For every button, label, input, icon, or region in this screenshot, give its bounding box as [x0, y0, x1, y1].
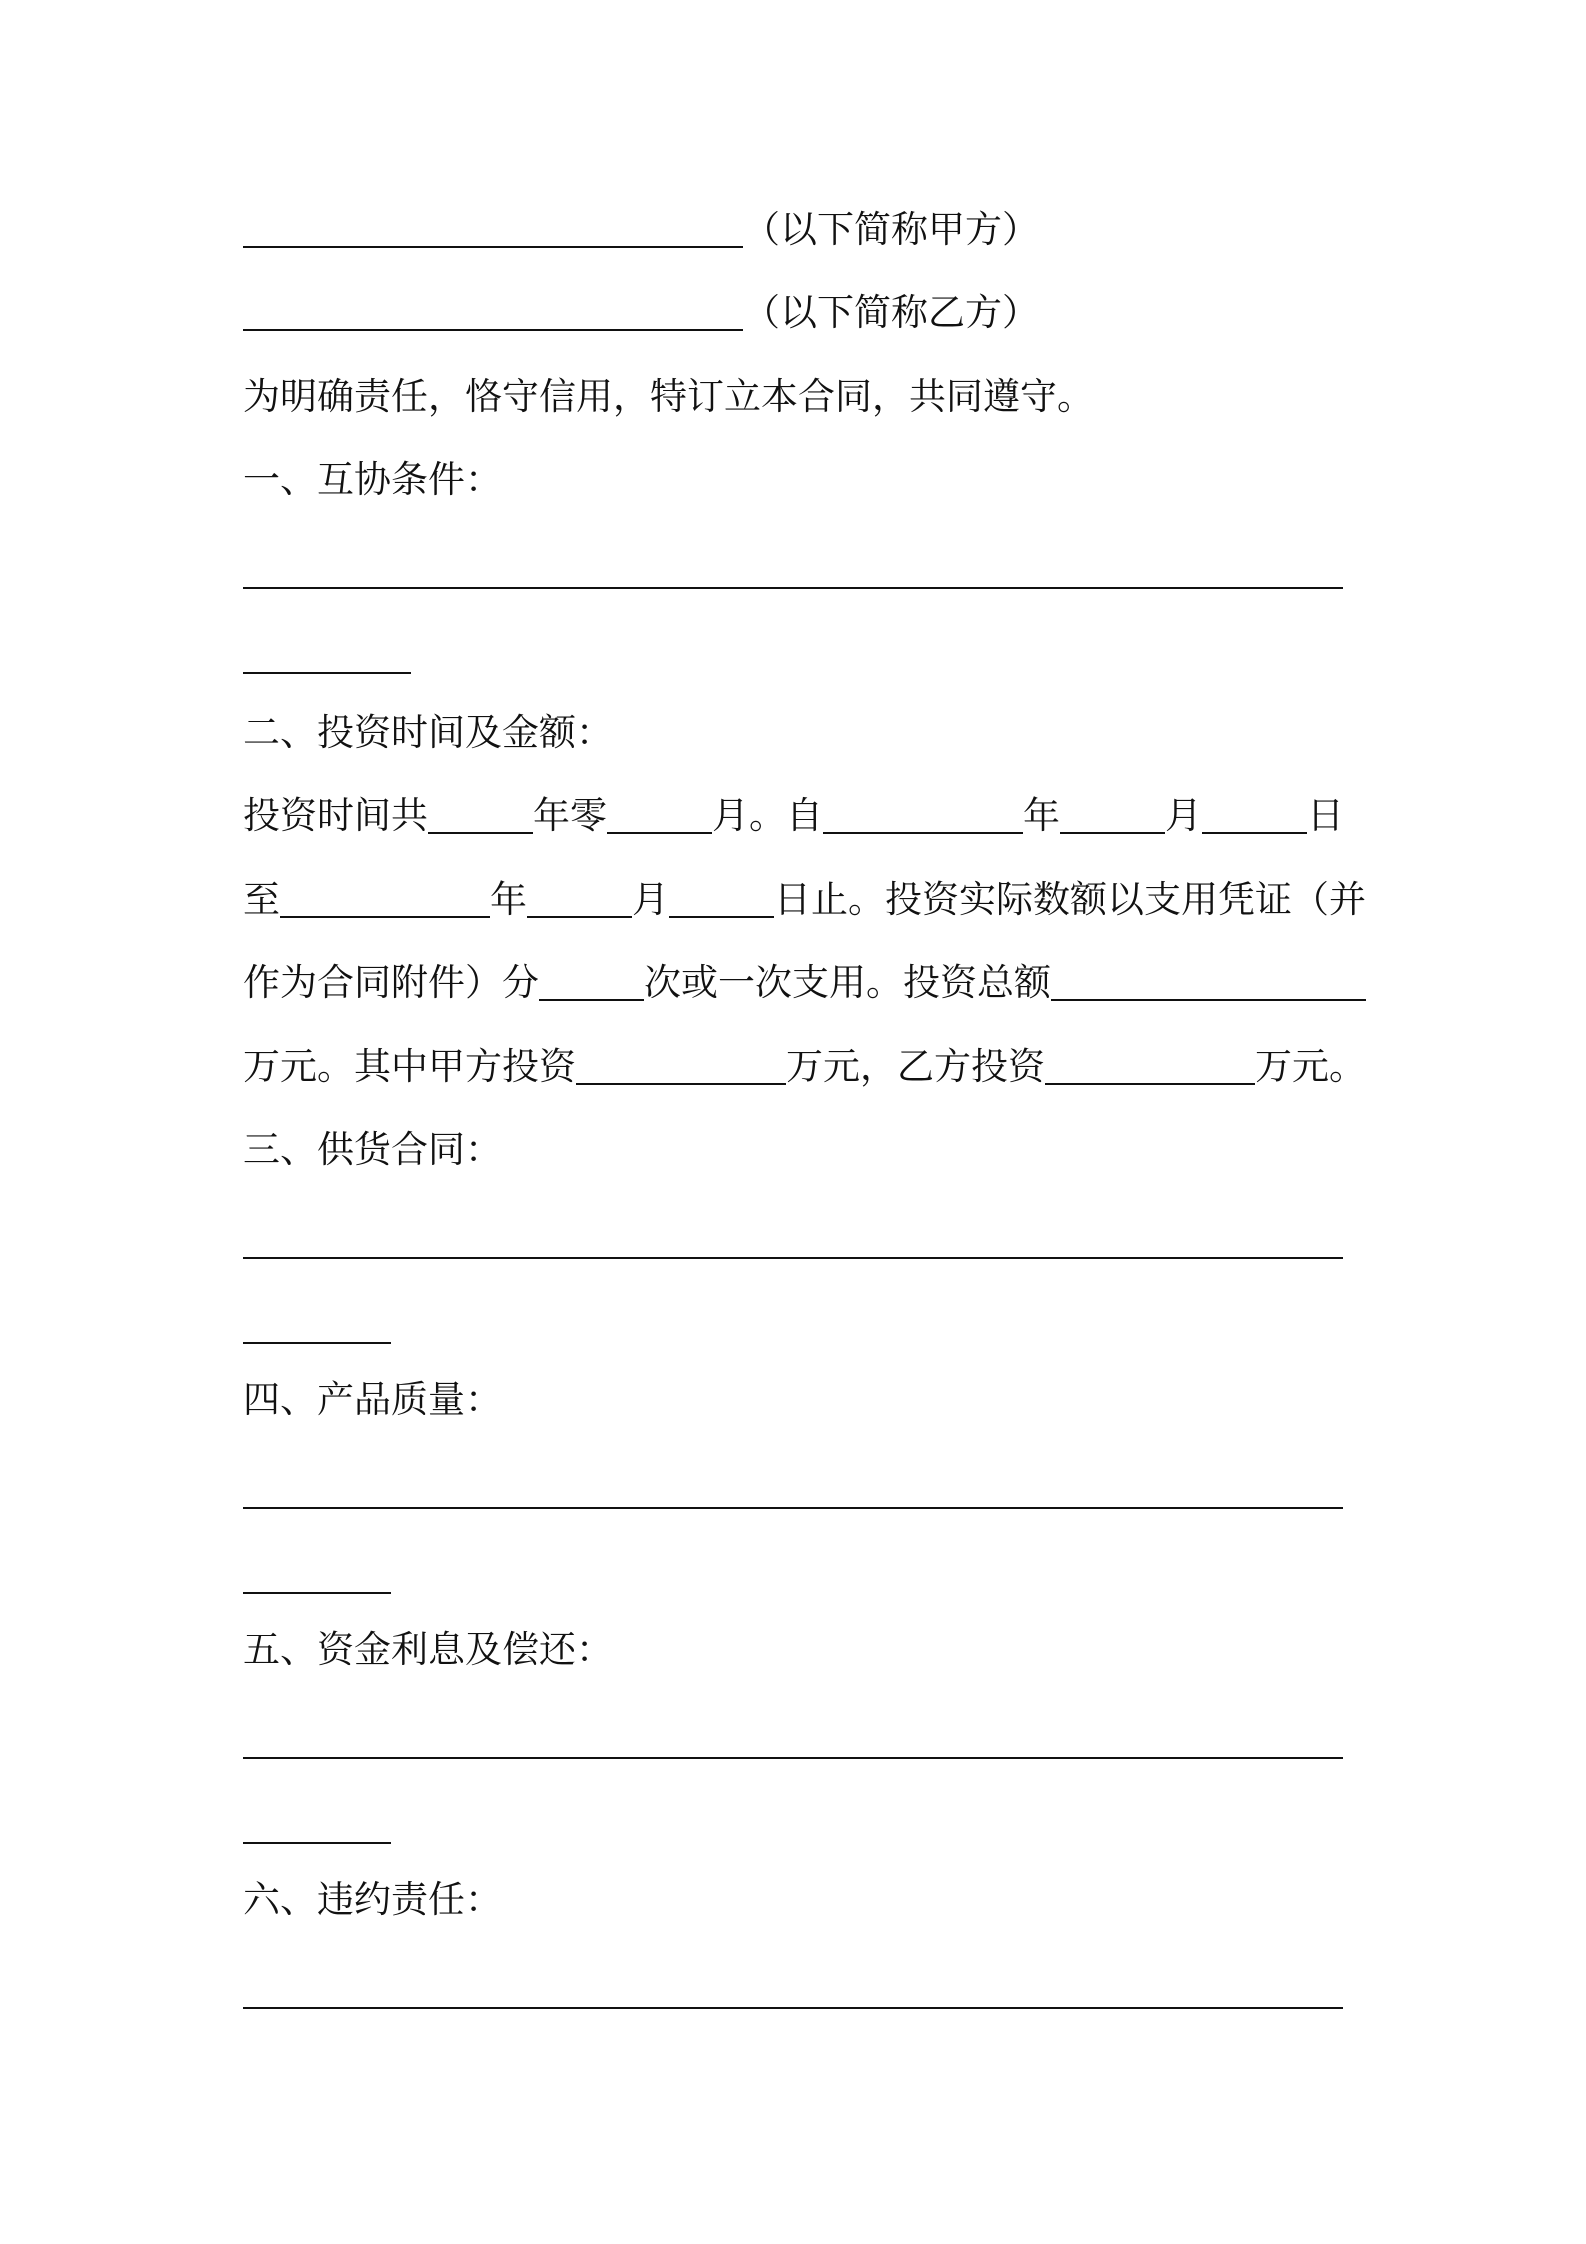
- section-2-title: 二、投资时间及金额：: [243, 711, 613, 754]
- start-year-blank[interactable]: [823, 796, 1023, 834]
- section-1-title: 一、互协条件：: [243, 458, 502, 501]
- start-day-label: 日: [1307, 794, 1344, 837]
- party-a-name-blank[interactable]: [243, 210, 743, 248]
- attachment-text: 作为合同附件）分: [243, 961, 539, 1004]
- end-day-blank[interactable]: [669, 880, 774, 918]
- section-2-line-3: [243, 953, 1366, 1013]
- party-b-suffix: （以下简称乙方）: [743, 291, 1039, 334]
- to-label: 至: [243, 878, 280, 921]
- section-1-blank-line-1[interactable]: [243, 585, 1343, 589]
- section-3-blank-line-1[interactable]: [243, 1255, 1343, 1259]
- section-5-blank-line-1[interactable]: [243, 1755, 1343, 1759]
- section-5-title: 五、资金利息及偿还：: [243, 1628, 613, 1671]
- section-1-blank-line-2[interactable]: [243, 670, 411, 674]
- end-year-label: 年: [490, 878, 527, 921]
- start-day-blank[interactable]: [1202, 796, 1307, 834]
- end-day-text: 日止。投资实际数额以支用凭证（并: [774, 878, 1366, 921]
- months-from-label: 月。自: [712, 794, 823, 837]
- party-a-line: [243, 200, 1039, 260]
- section-6-blank-line-1[interactable]: [243, 2005, 1343, 2009]
- invest-duration-label: 投资时间共: [243, 794, 428, 837]
- section-3-blank-line-2[interactable]: [243, 1340, 391, 1344]
- party-b-name-blank[interactable]: [243, 293, 743, 331]
- start-month-blank[interactable]: [1060, 796, 1165, 834]
- total-investment-text: 次或一次支用。投资总额: [644, 961, 1051, 1004]
- section-2-line-2: [243, 870, 1366, 930]
- party-a-investment-blank[interactable]: [576, 1047, 786, 1085]
- section-3-title: 三、供货合同：: [243, 1128, 502, 1171]
- end-month-blank[interactable]: [527, 880, 632, 918]
- party-a-suffix: （以下简称甲方）: [743, 208, 1039, 251]
- party-a-investment-label: 万元。其中甲方投资: [243, 1045, 576, 1088]
- invest-months-blank[interactable]: [607, 796, 712, 834]
- intro-text: 为明确责任，恪守信用，特订立本合同，共同遵守。: [243, 375, 1094, 418]
- end-year-blank[interactable]: [280, 880, 490, 918]
- total-investment-blank[interactable]: [1051, 963, 1366, 1001]
- installments-blank[interactable]: [539, 963, 644, 1001]
- section-2-line-4: [243, 1037, 1366, 1097]
- end-month-label: 月: [632, 878, 669, 921]
- section-4-title: 四、产品质量：: [243, 1378, 502, 1421]
- section-2-line-1: [243, 786, 1344, 846]
- investment-unit-end: 万元。: [1255, 1045, 1366, 1088]
- section-4-blank-line-2[interactable]: [243, 1590, 391, 1594]
- start-month-label: 月: [1165, 794, 1202, 837]
- years-label: 年零: [533, 794, 607, 837]
- section-4-blank-line-1[interactable]: [243, 1505, 1343, 1509]
- section-6-title: 六、违约责任：: [243, 1878, 502, 1921]
- party-b-investment-blank[interactable]: [1045, 1047, 1255, 1085]
- invest-years-blank[interactable]: [428, 796, 533, 834]
- section-5-blank-line-2[interactable]: [243, 1840, 391, 1844]
- party-b-investment-label: 万元，乙方投资: [786, 1045, 1045, 1088]
- start-year-label: 年: [1023, 794, 1060, 837]
- party-b-line: [243, 283, 1039, 343]
